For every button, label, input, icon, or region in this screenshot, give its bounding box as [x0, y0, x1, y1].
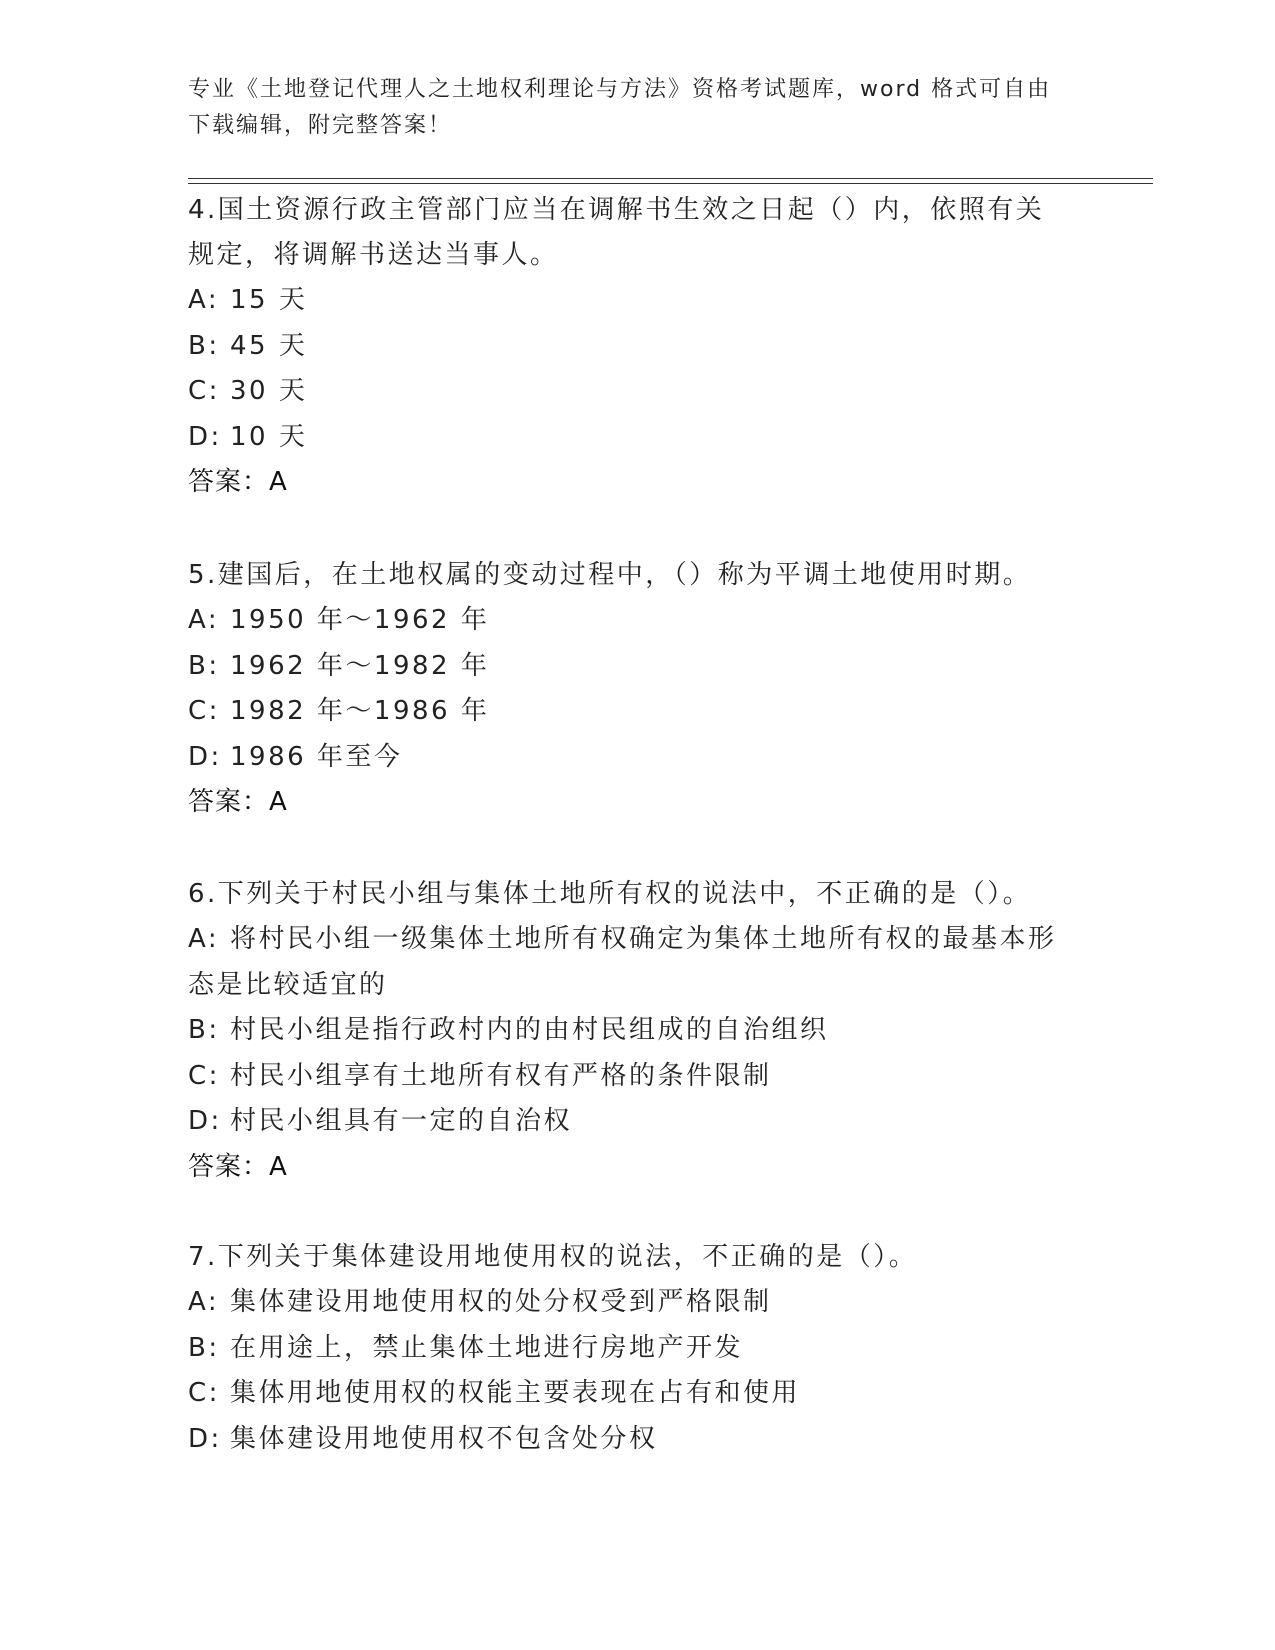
option-d — [188, 1417, 1088, 1463]
option-a-continuation: 态是比较适宜的 — [188, 969, 388, 1000]
option-b — [188, 644, 1088, 690]
option-a — [188, 278, 1088, 324]
option-a — [188, 917, 1088, 963]
option-text: 10 天 — [230, 421, 308, 452]
document-header — [188, 72, 1068, 144]
option-key: D: — [188, 1106, 222, 1136]
question-5 — [188, 553, 1088, 824]
option-d — [188, 1099, 1088, 1145]
option-key: C: — [188, 376, 220, 406]
option-key: D: — [188, 421, 222, 452]
option-key: A: — [188, 1287, 220, 1317]
option-a — [188, 1280, 1088, 1326]
option-key: D: — [188, 741, 222, 772]
option-a — [188, 598, 1088, 644]
option-text: 村民小组享有土地所有权有严格的条件限制 — [230, 1060, 772, 1091]
question-stem-line: 4.国土资源行政主管部门应当在调解书生效之日起（）内，依照有关 — [188, 195, 1045, 225]
option-b — [188, 324, 1088, 370]
option-text: 将村民小组一级集体土地所有权确定为集体土地所有权的最基本形 — [230, 924, 1057, 954]
option-key: B: — [188, 1332, 220, 1363]
header-divider-bottom — [188, 183, 1153, 184]
option-key: B: — [188, 650, 220, 681]
option-text: 1950 年～1962 年 — [230, 605, 490, 635]
question-4 — [188, 188, 1088, 504]
option-text: 1982 年～1986 年 — [230, 696, 490, 726]
answer-line: 答案：A — [188, 1151, 288, 1182]
question-stem-line: 规定，将调解书送达当事人。 — [188, 240, 559, 270]
option-text: 村民小组是指行政村内的由村民组成的自治组织 — [230, 1015, 829, 1045]
header-line-2: 下载编辑，附完整答案！ — [188, 113, 453, 138]
option-d — [188, 415, 1088, 461]
question-stem-line: 5.建国后，在土地权属的变动过程中，（）称为平调土地使用时期。 — [188, 560, 1032, 590]
option-key: A: — [188, 924, 220, 954]
option-c — [188, 369, 1088, 415]
option-key: A: — [188, 605, 220, 635]
option-text: 15 天 — [230, 285, 308, 315]
option-c — [188, 1371, 1088, 1417]
option-text: 1962 年～1982 年 — [230, 650, 490, 681]
option-key: B: — [188, 1015, 220, 1045]
option-key: C: — [188, 696, 220, 726]
option-key: B: — [188, 330, 220, 361]
option-key: C: — [188, 1378, 220, 1408]
question-stem-line: 6.下列关于村民小组与集体土地所有权的说法中，不正确的是（）。 — [188, 879, 1032, 909]
answer-line: 答案：A — [188, 467, 288, 497]
option-text: 村民小组具有一定的自治权 — [230, 1106, 573, 1136]
option-key: C: — [188, 1060, 220, 1091]
question-6 — [188, 872, 1088, 1189]
header-line-1: 专业《土地登记代理人之土地权利理论与方法》资格考试题库，word 格式可自由 — [188, 77, 1052, 102]
option-text: 集体建设用地使用权的处分权受到严格限制 — [230, 1287, 772, 1317]
option-text: 45 天 — [230, 330, 308, 361]
option-text: 1986 年至今 — [230, 741, 403, 772]
option-key: D: — [188, 1423, 222, 1454]
option-c — [188, 689, 1088, 735]
header-divider-top — [188, 178, 1153, 179]
option-text: 在用途上，禁止集体土地进行房地产开发 — [230, 1332, 744, 1363]
option-c — [188, 1054, 1088, 1100]
option-text: 集体用地使用权的权能主要表现在占有和使用 — [230, 1378, 801, 1408]
option-text: 集体建设用地使用权不包含处分权 — [230, 1423, 658, 1454]
option-b — [188, 1008, 1088, 1054]
option-b — [188, 1326, 1088, 1372]
answer-line: 答案：A — [188, 787, 288, 817]
option-d — [188, 735, 1088, 781]
question-7 — [188, 1235, 1088, 1462]
question-stem-line: 7.下列关于集体建设用地使用权的说法，不正确的是（）。 — [188, 1242, 918, 1272]
option-key: A: — [188, 285, 220, 315]
option-text: 30 天 — [230, 376, 308, 406]
